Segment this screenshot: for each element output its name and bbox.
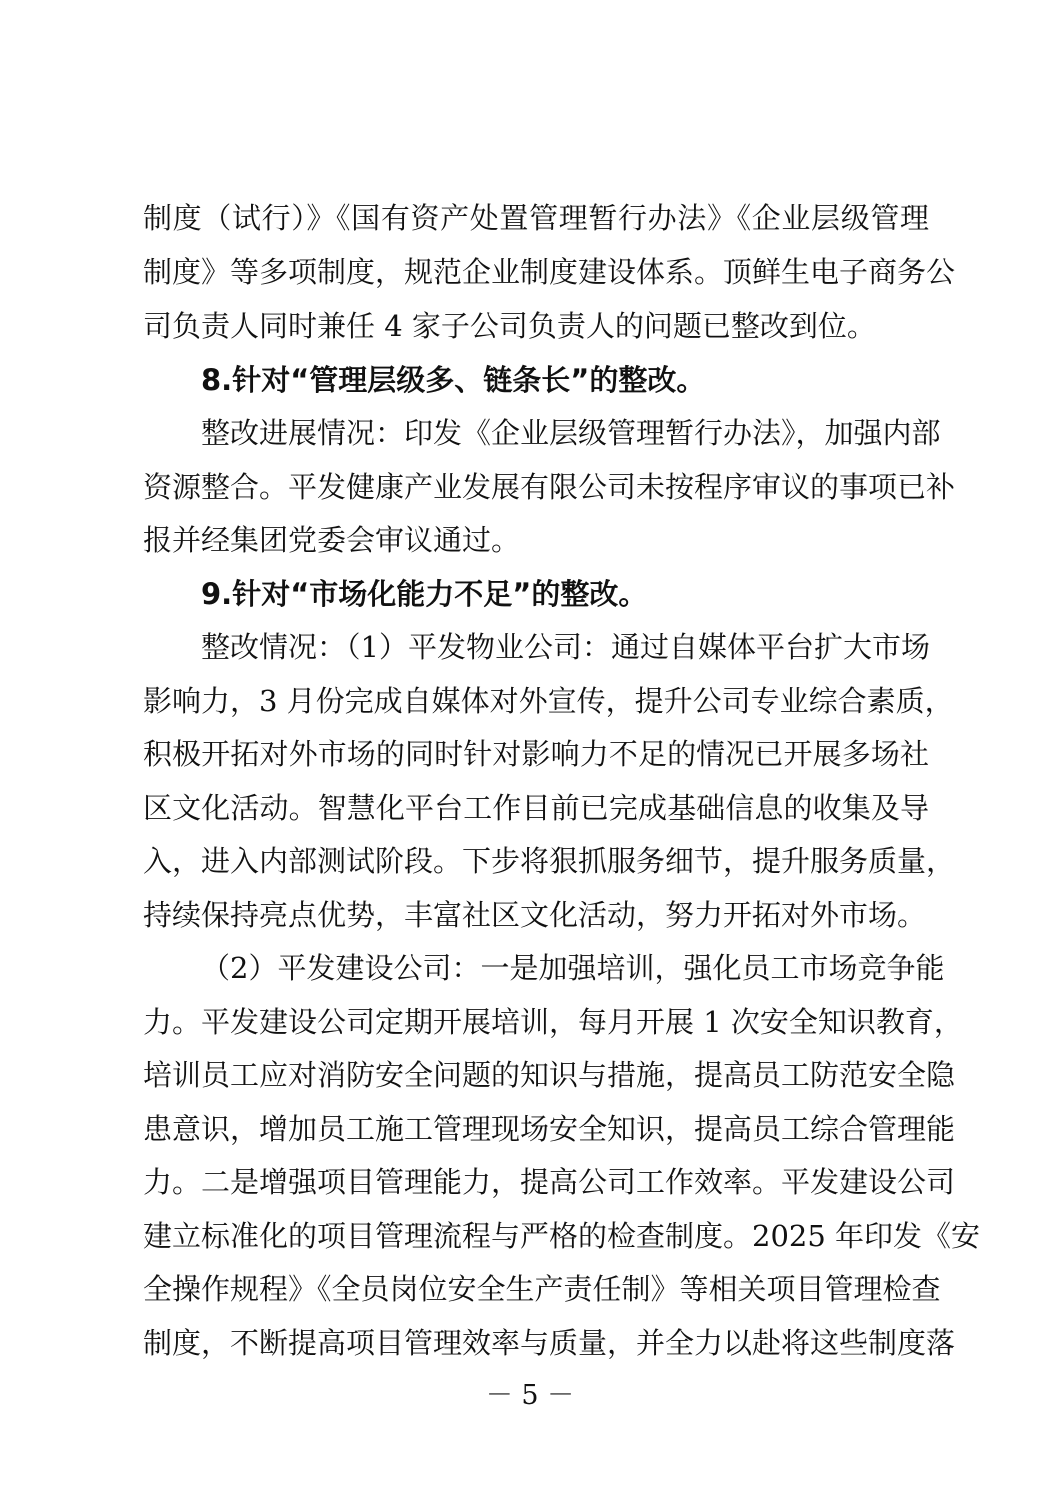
body-text-line: 入，进入内部测试阶段。下步将狠抓服务细节，提升服务质量，: [143, 844, 956, 878]
page-number: － 5 －: [485, 1380, 575, 1411]
body-text-line: 培训员工应对消防安全问题的知识与措施，提高员工防范安全隐: [143, 1058, 956, 1092]
body-text-line: 制度，不断提高项目管理效率与质量，并全力以赴将这些制度落: [143, 1326, 956, 1360]
body-text-line: 积极开拓对外市场的同时针对影响力不足的情况已开展多场社: [143, 737, 929, 771]
body-text-line: 整改进展情况：印发《企业层级管理暂行办法》，加强内部: [201, 416, 941, 450]
body-text-line: 区文化活动。智慧化平台工作目前已完成基础信息的收集及导: [143, 791, 929, 825]
body-text-line: 制度（试行）》《国有资产处置管理暂行办法》《企业层级管理: [143, 201, 929, 235]
body-text-line: 整改情况：（1）平发物业公司：通过自媒体平台扩大市场: [201, 630, 930, 664]
body-text-line: 全操作规程》《全员岗位安全生产责任制》等相关项目管理检查: [143, 1272, 941, 1306]
body-text-line: 力。平发建设公司定期开展培训，每月开展 1 次安全知识教育，: [143, 1005, 963, 1039]
body-text-line: 司负责人同时兼任 4 家子公司负责人的问题已整改到位。: [143, 309, 876, 343]
body-text-line: 力。二是增强项目管理能力，提高公司工作效率。平发建设公司: [143, 1165, 956, 1199]
body-text-line: 资源整合。平发健康产业发展有限公司未按程序审议的事项已补: [143, 470, 956, 504]
body-text-line: 持续保持亮点优势，丰富社区文化活动，努力开拓对外市场。: [143, 898, 927, 932]
body-text-line: 影响力，3 月份完成自媒体对外宣传，提升公司专业综合素质，: [143, 684, 954, 718]
body-text-line: 患意识，增加员工施工管理现场安全知识，提高员工综合管理能: [143, 1112, 956, 1146]
body-text-line: （2）平发建设公司：一是加强培训，强化员工市场竞争能: [201, 951, 945, 985]
body-text-line: 报并经集团党委会审议通过。: [143, 523, 521, 557]
section-heading-8: 8.针对“管理层级多、链条长”的整改。: [201, 363, 706, 397]
section-heading-9: 9.针对“市场化能力不足”的整改。: [201, 577, 648, 611]
body-text-line: 建立标准化的项目管理流程与严格的检查制度。2025 年印发《安: [143, 1219, 981, 1253]
body-text-line: 制度》等多项制度，规范企业制度建设体系。顶鲜生电子商务公: [143, 255, 956, 289]
